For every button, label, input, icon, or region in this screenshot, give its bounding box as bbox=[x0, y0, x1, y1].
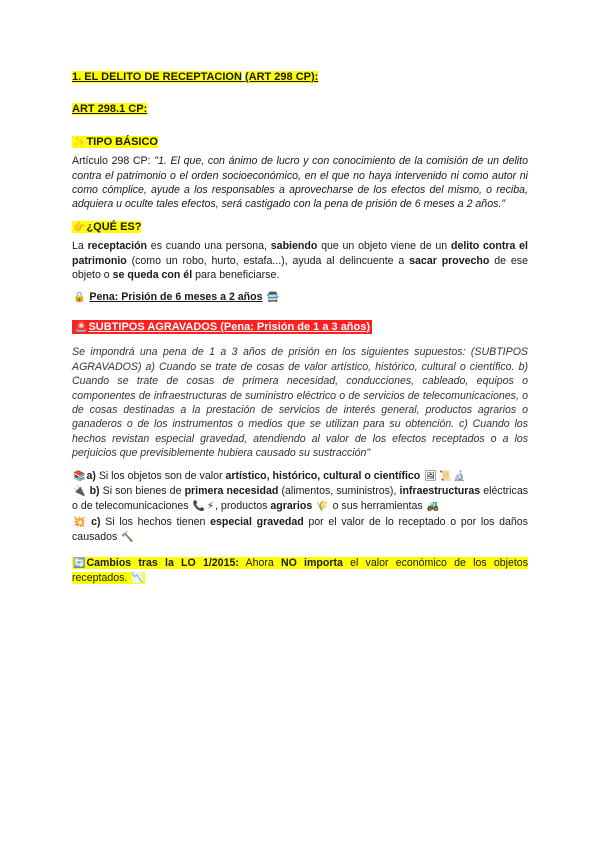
tipo-basico-heading bbox=[72, 135, 528, 150]
refresh-icon: 🔄 bbox=[73, 557, 86, 569]
document-page bbox=[72, 70, 528, 586]
lock-icon: 🔒 bbox=[73, 292, 86, 304]
point-icon: 👉 bbox=[73, 221, 86, 233]
list-item-c: 💥 c) Si los hechos tienen especial gravedad por el valor de lo receptado o por los daños causados 🔨 bbox=[72, 515, 528, 546]
plug-icon: 🔌 bbox=[73, 485, 86, 497]
tractor-icon: 🚜 bbox=[426, 501, 440, 513]
siren-icon: 🚨 bbox=[75, 321, 88, 333]
main-heading-article: (ART 298 CP): bbox=[244, 71, 319, 83]
que-es-heading bbox=[72, 220, 528, 235]
subtipos-quote: Se impondrá una pena de 1 a 3 años de prisión en los siguientes supuestos: (SUBTIPOS AGRAVADOS) a) Cuando se trate de cosas de valor artístico, histórico, cultural o científico. b) Cuando se trate de cosas de primera necesidad, conducciones, cableado, equipos o componentes de infraestructuras de suministro eléctrico o de servicios de telecomunicaciones, o de cosas destinadas a la prestación de servicios de interés general, productos agrarios o ganaderos o de los instrumentos o medios que se utilizan para su obtención. c) Cuando los hechos revistan especial gravedad, atendiendo al valor de los efectos receptados o a los perjuicios que previsiblemente hubiera causado su sustracción" bbox=[72, 346, 528, 460]
scroll-icon: 📜 bbox=[438, 470, 452, 482]
cambios-paragraph: 🔄Cambios tras la LO 1/2015: Ahora NO importa el valor económico de los objetos receptados. 📉 bbox=[72, 556, 528, 587]
article-subheading bbox=[72, 102, 528, 116]
article-subheading-text: ART 298.1 CP: bbox=[72, 103, 148, 116]
books-icon: 📚 bbox=[73, 470, 86, 482]
chart-down-icon: 📉 bbox=[131, 572, 144, 584]
explosion-icon: 💥 bbox=[73, 516, 86, 528]
wheat-icon: 🌾 bbox=[316, 501, 329, 513]
article-quote-prefix: Artículo 298 CP: bbox=[72, 155, 155, 168]
que-es-label: ¿QUÉ ES? bbox=[86, 220, 142, 233]
tipo-basico-label: TIPO BÁSICO bbox=[86, 135, 158, 148]
hammer-icon: 🔨 bbox=[121, 532, 134, 544]
sparkle-icon: ✨ bbox=[73, 136, 86, 148]
main-heading bbox=[72, 70, 528, 84]
que-es-paragraph: La receptación es cuando una persona, sabiendo que un objeto viene de un delito contra el patrimonio (como un robo, hurto, estafa...), ayuda al delincuente a sacar provecho de ese objeto o se queda con él para beneficiarse. bbox=[72, 240, 528, 282]
pena-text: Pena: Prisión de 6 meses a 2 años bbox=[89, 291, 263, 304]
main-heading-text: 1. EL DELITO DE RECEPTACION bbox=[72, 71, 242, 83]
pena-line bbox=[72, 290, 528, 305]
list-item-b: 🔌 b) Si son bienes de primera necesidad (alimentos, suministros), infraestructuras eléctricas o de telecomunicaciones 📞 ⚡, productos agrarios 🌾 o sus herramientas 🚜 bbox=[72, 484, 528, 515]
lightning-icon: ⚡ bbox=[207, 501, 215, 513]
article-quote bbox=[72, 154, 528, 212]
subtipos-label: SUBTIPOS AGRAVADOS (Pena: Prisión de 1 a 3 años) bbox=[88, 320, 371, 333]
microscope-icon: 🔬 bbox=[453, 470, 466, 482]
phone-icon: 📞 bbox=[192, 501, 206, 513]
bus-icon: 🚍 bbox=[266, 292, 279, 304]
subtipos-heading bbox=[72, 320, 528, 335]
subtipos-list bbox=[72, 469, 528, 546]
picture-icon: 🖼 bbox=[424, 470, 437, 482]
list-item-a: 📚a) Si los objetos son de valor artístico, histórico, cultural o científico 🖼 📜 🔬 bbox=[72, 469, 528, 484]
article-quote-text: "1. El que, con ánimo de lucro y con conocimiento de la comisión de un delito contra el patrimonio o el orden socioeconómico, en el que no haya intervenido ni como autor ni como cómplice, ayude a los responsables a aprovecharse de los efectos del mismo, o reciba, adquiera u oculte tales efectos, será castigado con la pena de prisión de 6 meses a 2 años." bbox=[72, 155, 528, 211]
